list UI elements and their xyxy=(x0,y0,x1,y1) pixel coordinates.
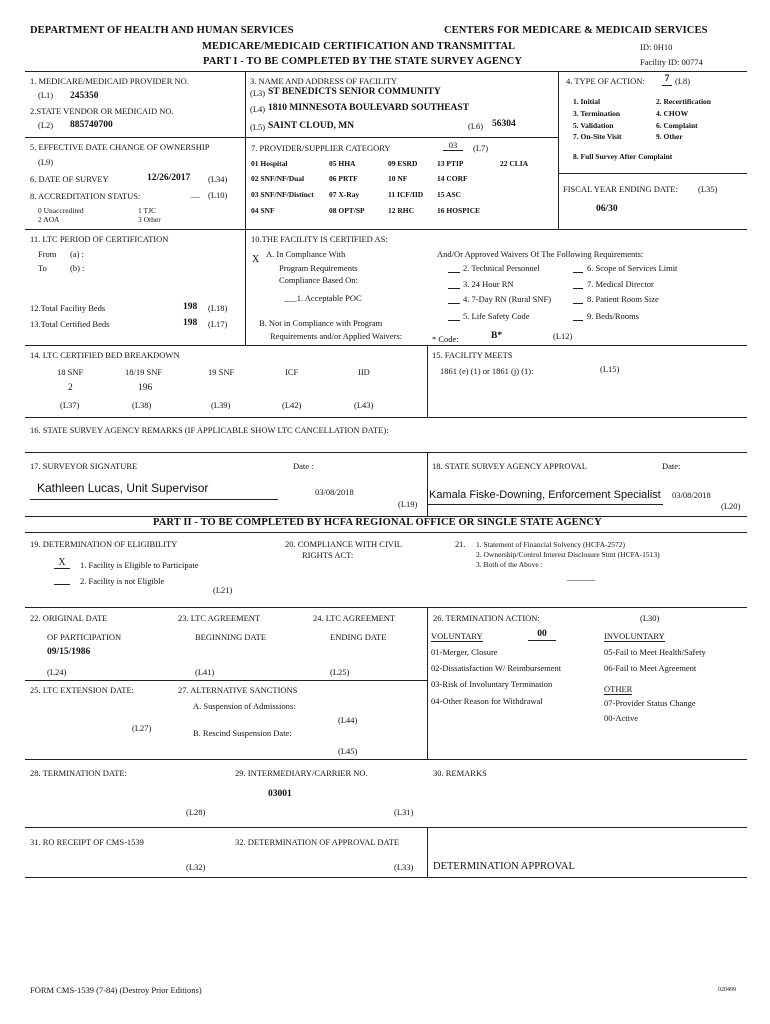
l25-code: (L25) xyxy=(330,667,350,677)
type-of-action-label: 4. TYPE OF ACTION: xyxy=(566,76,645,86)
bed-col: 19 SNF xyxy=(208,367,235,377)
category-opt: 05 HHA xyxy=(329,159,356,168)
bed-col: 18/19 SNF xyxy=(125,367,163,377)
bed-value: 196 xyxy=(138,383,153,393)
agency-date-label: Date: xyxy=(662,461,681,471)
l15-code: (L15) xyxy=(600,364,620,374)
facility-name-label: 3. NAME AND ADDRESS OF FACILITY xyxy=(250,76,398,86)
action-opt: 1. Initial xyxy=(573,97,601,106)
action-opt: 2. Recertification xyxy=(656,97,711,106)
accreditation-value: __ xyxy=(191,189,200,199)
eligible-opt: 1. Facility is Eligible to Participate xyxy=(80,560,199,570)
code-label: * Code: xyxy=(432,334,459,344)
ltc-from-a: (a) : xyxy=(70,249,84,259)
eligibility-label: 19. DETERMINATION OF ELIGIBILITY xyxy=(30,539,178,549)
l24-code: (L24) xyxy=(47,667,67,677)
rescind-label: B. Rescind Suspension Date: xyxy=(193,728,292,738)
l30-code: (L30) xyxy=(640,613,660,623)
provider-no-value: 245350 xyxy=(70,91,99,101)
solvency-opt: 1. Statement of Financial Solvency (HCFA-2572) xyxy=(476,540,626,549)
program-req: Program Requirements xyxy=(279,263,358,273)
waiver-item: 5. Life Safety Code xyxy=(463,311,530,321)
intermediary-label: 29. INTERMEDIARY/CARRIER NO. xyxy=(235,768,368,778)
l3-code: (L3) xyxy=(250,88,266,98)
category-opt: 07 X-Ray xyxy=(329,190,360,199)
remarks30-label: 30. REMARKS xyxy=(433,768,487,778)
facility-zip: 56304 xyxy=(492,119,516,129)
part2-title: PART II - TO BE COMPLETED BY HCFA REGIONAL OFFICE OR SINGLE STATE AGENCY xyxy=(153,517,602,528)
facility-meets-label: 15. FACILITY MEETS xyxy=(432,350,513,360)
accreditation-label: 8. ACCREDITATION STATUS: xyxy=(30,191,141,201)
not-in-compliance: B. Not in Compliance with Program xyxy=(259,318,383,328)
ltc-to-label: To xyxy=(38,263,47,273)
voluntary-opt: 01-Merger, Closure xyxy=(431,647,498,657)
category-opt: 02 SNF/NF/Dual xyxy=(251,174,305,183)
survey-date-label: 6. DATE OF SURVEY xyxy=(30,174,109,184)
fiscal-year-label: FISCAL YEAR ENDING DATE: xyxy=(563,184,678,194)
involuntary-label: INVOLUNTARY xyxy=(604,631,665,641)
not-eligible-opt: 2. Facility is not Eligible xyxy=(80,576,165,586)
original-date-value: 09/15/1986 xyxy=(47,647,91,657)
category-opt: 11 ICF/IID xyxy=(388,190,424,199)
voluntary-opt: 03-Risk of Involuntary Termination xyxy=(431,679,553,689)
form-title: MEDICARE/MEDICAID CERTIFICATION AND TRANSMITTAL xyxy=(202,41,516,52)
extension-date-label: 25. LTC EXTENSION DATE: xyxy=(30,685,135,695)
action-opt: 5. Validation xyxy=(573,121,614,130)
acceptable-poc: ___1. Acceptable POC xyxy=(284,293,362,303)
voluntary-label: VOLUNTARY xyxy=(431,631,483,641)
l31-code: (L31) xyxy=(394,807,414,817)
other-label: OTHER xyxy=(604,684,633,694)
in-compliance: A. In Compliance With xyxy=(266,249,346,259)
category-opt: 15 ASC xyxy=(437,190,461,199)
facility-city: SAINT CLOUD, MN xyxy=(268,121,355,131)
waiver-item: 2. Technical Personnel xyxy=(463,263,540,273)
bed-col: IID xyxy=(358,367,370,377)
agency-approval-label: 18. STATE SURVEY AGENCY APPROVAL xyxy=(432,461,587,471)
l32-code: (L32) xyxy=(186,862,206,872)
action-opt: 9. Other xyxy=(656,132,683,141)
bed-value: 2 xyxy=(68,383,73,393)
agency-signature: Kamala Fiske-Downing, Enforcement Specialist xyxy=(429,489,661,501)
category-opt: 06 PRTF xyxy=(329,174,358,183)
ltc-begin-label: 23. LTC AGREEMENT xyxy=(178,613,261,623)
category-opt: 12 RHC xyxy=(388,206,415,215)
action-opt: 7. On-Site Visit xyxy=(573,132,622,141)
l8-code: (L8) xyxy=(675,76,691,86)
ownership-opt: 2. Ownership/Control Interest Disclosure Stmt (HCFA-1513) xyxy=(476,550,660,559)
type-of-action-value: 7 xyxy=(662,75,672,86)
l1-code: (L1) xyxy=(38,90,54,100)
facility-street: 1810 MINNESOTA BOULEVARD SOUTHEAST xyxy=(268,103,470,113)
category-opt: 03 SNF/NF/Distinct xyxy=(251,190,314,199)
suspension-label: A. Suspension of Admissions: xyxy=(193,701,296,711)
bed-code: (L43) xyxy=(354,400,374,410)
waiver-item: 9. Beds/Rooms xyxy=(587,311,639,321)
termination-action-label: 26. TERMINATION ACTION: xyxy=(433,613,540,623)
bed-col: ICF xyxy=(285,367,299,377)
vendor-no-value: 885740700 xyxy=(70,120,113,130)
waiver-item: 6. Scope of Services Limit xyxy=(587,263,678,273)
intermediary-value: 03001 xyxy=(268,789,292,799)
facility-meets-text: 1861 (e) (1) or 1861 (j) (1): xyxy=(440,366,534,376)
certified-beds-label: 13.Total Certified Beds xyxy=(30,319,110,329)
involuntary-opt: 05-Fail to Meet Health/Safety xyxy=(604,647,706,657)
ro-receipt-label: 31. RO RECEIPT OF CMS-1539 xyxy=(30,837,144,847)
ltc-to-b: (b) : xyxy=(70,263,85,273)
provider-no-label: 1. MEDICARE/MEDICAID PROVIDER NO. xyxy=(30,76,189,86)
other-opt: 00-Active xyxy=(604,713,638,723)
agency-date: 03/08/2018 xyxy=(672,490,711,500)
category-opt: 09 ESRD xyxy=(388,159,418,168)
l6-code: (L6) xyxy=(468,121,484,131)
form-code: 020499 xyxy=(718,987,736,993)
provider-category-value: 03 xyxy=(443,141,463,151)
fiscal-year-value: 06/30 xyxy=(596,204,618,214)
accred-opt: 3 Other xyxy=(138,215,161,224)
ltc-end-label: 24. LTC AGREEMENT xyxy=(313,613,396,623)
total-beds-label: 12.Total Facility Beds xyxy=(30,303,106,313)
voluntary-opt: 04-Other Reason for Withdrawal xyxy=(431,696,543,706)
not-in-compliance-2: Requirements and/or Applied Waivers: xyxy=(270,331,403,341)
category-opt: 14 CORF xyxy=(437,174,468,183)
bed-code: (L38) xyxy=(132,400,152,410)
involuntary-opt: 06-Fail to Meet Agreement xyxy=(604,663,697,673)
surveyor-signature-label: 17. SURVEYOR SIGNATURE xyxy=(30,461,138,471)
termination-date-label: 28. TERMINATION DATE: xyxy=(30,768,127,778)
bed-code: (L42) xyxy=(282,400,302,410)
ending-date-label: ENDING DATE xyxy=(330,632,387,642)
l45-code: (L45) xyxy=(338,746,358,756)
l18-code: (L18) xyxy=(208,303,228,313)
l28-code: (L28) xyxy=(186,807,206,817)
l5-code: (L5) xyxy=(250,122,266,132)
form-number: FORM CMS-1539 (7-84) (Destroy Prior Editions) xyxy=(30,985,202,995)
provider-category-label: 7. PROVIDER/SUPPLIER CATEGORY xyxy=(251,143,391,153)
waiver-item: 8. Patient Room Size xyxy=(587,294,659,304)
voluntary-opt: 02-Dissatisfaction W/ Reimbursement xyxy=(431,663,562,673)
l2-code: (L2) xyxy=(38,120,54,130)
l12-code: (L12) xyxy=(553,331,573,341)
action-opt: 4. CHOW xyxy=(656,109,689,118)
accred-opt: 2 AOA xyxy=(38,215,60,224)
certified-beds-value: 198 xyxy=(183,318,198,328)
certified-as-label: 10.THE FACILITY IS CERTIFIED AS: xyxy=(251,234,388,244)
category-opt: 22 CLIA xyxy=(500,159,529,168)
ltc-from-label: From xyxy=(38,249,57,259)
l27-code: (L27) xyxy=(132,723,152,733)
l44-code: (L44) xyxy=(338,715,358,725)
code-value: B* xyxy=(491,331,503,341)
approval-date-label: 32. DETERMINATION OF APPROVAL DATE xyxy=(235,837,400,847)
eligibility-mark: X xyxy=(54,558,70,569)
vendor-no-label: 2.STATE VENDOR OR MEDICAID NO. xyxy=(30,106,174,116)
l19-code: (L19) xyxy=(398,499,418,509)
bed-code: (L37) xyxy=(60,400,80,410)
participation-label: OF PARTICIPATION xyxy=(47,632,122,642)
l17-code: (L17) xyxy=(208,319,228,329)
action-opt: 3. Termination xyxy=(573,109,621,118)
beginning-date-label: BEGINNING DATE xyxy=(195,632,267,642)
compliance-mark: X xyxy=(252,254,260,265)
category-opt: 10 NF xyxy=(388,174,408,183)
surveyor-date: 03/08/2018 xyxy=(315,487,354,497)
civil-rights-label: 20. COMPLIANCE WITH CIVIL xyxy=(285,539,402,549)
l41-code: (L41) xyxy=(195,667,215,677)
category-opt: 04 SNF xyxy=(251,206,275,215)
bed-breakdown-label: 14. LTC CERTIFIED BED BREAKDOWN xyxy=(30,350,180,360)
both-opt: 3. Both of the Above : xyxy=(476,560,543,569)
waiver-item: 3. 24 Hour RN xyxy=(463,279,514,289)
l35-code: (L35) xyxy=(698,184,718,194)
remarks-label: 16. STATE SURVEY AGENCY REMARKS (IF APPLICABLE SHOW LTC CANCELLATION DATE): xyxy=(30,425,389,435)
l21-code: (L21) xyxy=(213,585,233,595)
l20-code: (L20) xyxy=(721,501,741,511)
category-opt: 16 HOSPICE xyxy=(437,206,481,215)
facility-id: Facility ID: 00774 xyxy=(640,57,703,67)
l34-code: (L34) xyxy=(208,174,228,184)
other-opt: 07-Provider Status Change xyxy=(604,698,696,708)
waiver-item: 7. Medical Director xyxy=(587,279,654,289)
part1-title: PART I - TO BE COMPLETED BY THE STATE SURVEY AGENCY xyxy=(203,56,523,67)
facility-name: ST BENEDICTS SENIOR COMMUNITY xyxy=(268,87,441,97)
l9-code: (L9) xyxy=(38,157,54,167)
l33-code: (L33) xyxy=(394,862,414,872)
chow-date-label: 5. EFFECTIVE DATE CHANGE OF OWNERSHIP xyxy=(30,142,210,152)
survey-date-value: 12/26/2017 xyxy=(147,173,191,183)
bed-col: 18 SNF xyxy=(57,367,84,377)
category-opt: 08 OPT/SP xyxy=(329,206,365,215)
ltc-period-label: 11. LTC PERIOD OF CERTIFICATION xyxy=(30,234,169,244)
s21-label: 21. xyxy=(455,539,466,549)
accred-opt: 1 TJC xyxy=(138,206,156,215)
surveyor-signature: Kathleen Lucas, Unit Supervisor xyxy=(37,481,209,495)
category-opt: 01 Hospital xyxy=(251,159,288,168)
waivers-label: And/Or Approved Waivers Of The Following Requirements: xyxy=(437,249,644,259)
action-opt: 8. Full Survey After Complaint xyxy=(573,152,673,161)
original-date-label: 22. ORIGINAL DATE xyxy=(30,613,108,623)
form-id: ID: 0H10 xyxy=(640,42,673,52)
sanctions-label: 27. ALTERNATIVE SANCTIONS xyxy=(178,685,298,695)
l10-code: (L10) xyxy=(208,190,228,200)
waiver-item: 4. 7-Day RN (Rural SNF) xyxy=(463,294,552,304)
cms-title: CENTERS FOR MEDICARE & MEDICAID SERVICES xyxy=(444,25,708,36)
compliance-based: Compliance Based On: xyxy=(279,275,358,285)
department-title: DEPARTMENT OF HEALTH AND HUMAN SERVICES xyxy=(30,25,294,36)
civil-rights-label-2: RIGHTS ACT: xyxy=(302,550,354,560)
l4-code: (L4) xyxy=(250,104,266,114)
accred-opt: 0 Unaccredited xyxy=(38,206,84,215)
category-opt: 13 PTIP xyxy=(437,159,464,168)
l7-code: (L7) xyxy=(473,143,489,153)
action-opt: 6. Complaint xyxy=(656,121,698,130)
termination-value: 00 xyxy=(528,630,556,641)
bed-code: (L39) xyxy=(211,400,231,410)
total-beds-value: 198 xyxy=(183,302,198,312)
surveyor-date-label: Date : xyxy=(293,461,314,471)
determination-approval: DETERMINATION APPROVAL xyxy=(433,861,575,872)
